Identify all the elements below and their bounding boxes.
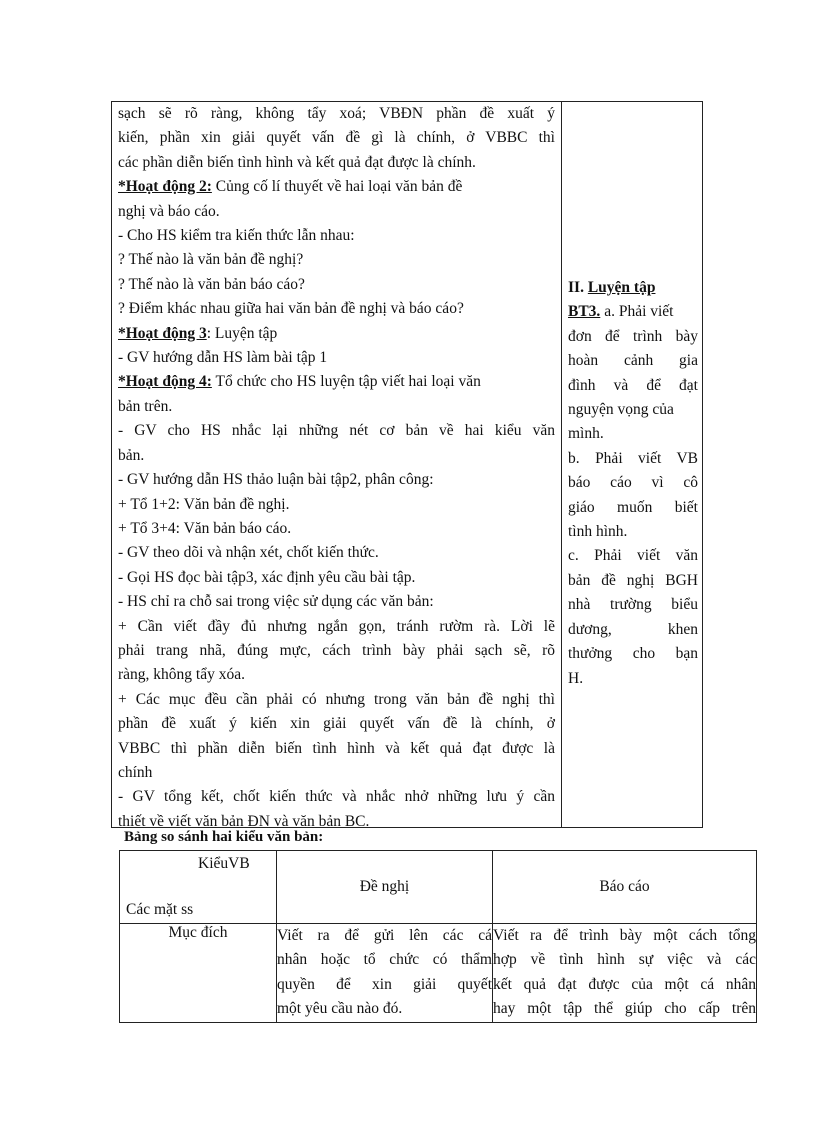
text-line: H. — [568, 669, 584, 687]
text-line: - GV hướng dẫn HS làm bài tập 1 — [118, 349, 328, 367]
exercise-label: BT3. — [568, 303, 601, 321]
activity-2-text: Củng cố lí thuyết về hai loại văn bản đề — [211, 178, 463, 196]
text-line: ? Thế nào là văn bản đề nghị? — [118, 251, 304, 269]
comparison-table — [119, 850, 757, 1023]
text-line: dương, khen — [568, 620, 698, 638]
teacher-activities-column — [112, 102, 562, 830]
cell-bao-cao — [493, 924, 757, 1023]
lesson-activity-table — [111, 101, 703, 828]
text-line: ràng, không tẩy xóa. — [118, 666, 245, 684]
text-line: - HS chỉ ra chỗ sai trong việc sử dụng các văn bản: — [118, 593, 434, 611]
corner-bottom-label: Các mặt ss — [126, 901, 194, 918]
text-line: - GV theo dõi và nhận xét, chốt kiến thức. — [118, 544, 379, 562]
activity-4-label: *Hoạt động 4: — [118, 373, 212, 391]
text-line: một yêu cầu nào đó. — [277, 1000, 403, 1018]
text-line: giáo muốn biết — [568, 498, 698, 516]
text-line: Viết ra để trình bày một cách tổng — [493, 927, 756, 944]
corner-top-label: KiểuVB — [198, 855, 250, 872]
text-line: các phần diễn biến tình hình và kết quả đạt được là chính. — [118, 153, 476, 171]
cell-de-nghi — [277, 924, 493, 1023]
text-line: báo cáo vì cô — [568, 474, 698, 492]
activity-2-heading — [118, 175, 555, 199]
text-line: VBBC thì phần diễn biến tình hình và kết quả đạt được là — [118, 739, 555, 757]
exercise-text: a. Phải viết — [600, 303, 674, 321]
table-header-row — [120, 851, 757, 924]
text-line: chính — [118, 763, 153, 781]
text-line: bản. — [118, 446, 145, 464]
activity-4-heading — [118, 370, 555, 394]
text-line: nghị và báo cáo. — [118, 202, 220, 220]
text-line: - GV tổng kết, chốt kiến thức và nhắc nhở những lưu ý cần — [118, 788, 555, 806]
content-column — [562, 102, 702, 827]
text-line: tình hình. — [568, 523, 628, 541]
section-title: Luyện tập — [587, 279, 656, 296]
row-label-muc-dich — [120, 924, 277, 1023]
text-line: nhân hoặc tổ chức có thẩm — [277, 951, 492, 969]
activity-2-label: *Hoạt động 2: — [118, 178, 212, 196]
text-line: - Cho HS kiểm tra kiến thức lẫn nhau: — [118, 227, 355, 245]
header-bao-cao: Báo cáo — [493, 851, 757, 924]
text-line: kiến, phần xin giải quyết vấn đề gì là chính, ở VBBC thì — [118, 129, 555, 147]
text-line: bản trên. — [118, 397, 173, 415]
activity-3-label: *Hoạt động 3 — [118, 324, 207, 342]
row-label-text: Mục đích — [168, 924, 228, 941]
table-row — [120, 924, 757, 1023]
text-line: ? Thế nào là văn bản báo cáo? — [118, 275, 305, 293]
text-line: - GV cho HS nhắc lại những nét cơ bản về hai kiểu văn — [118, 422, 555, 440]
text-line: + Tổ 3+4: Văn bản báo cáo. — [118, 519, 292, 537]
corner-cell — [120, 851, 277, 924]
text-line: quyền để xin giải quyết — [277, 975, 492, 993]
text-line: hoàn cảnh gia — [568, 352, 698, 370]
text-line: b. Phải viết VB — [568, 449, 698, 467]
text-line: phải trang nhã, đúng mực, cách trình bày phải sạch sẽ, rõ — [118, 641, 555, 659]
exercise-heading — [568, 300, 698, 324]
text-line: hợp về tình hình sự việc và các — [493, 951, 756, 969]
text-line: - GV hướng dẫn HS thảo luận bài tập2, phân công: — [118, 471, 434, 489]
activity-3-heading — [118, 322, 555, 346]
text-line: sạch sẽ rõ ràng, không tẩy xoá; VBĐN phần đề xuất ý — [118, 105, 555, 122]
text-line: nguyện vọng của — [568, 401, 674, 419]
text-line: + Các mục đều cần phải có nhưng trong văn bản đề nghị thì — [118, 690, 555, 708]
text-line: bản đề nghị BGH — [568, 571, 698, 589]
text-line: hay một tập thể giúp cho cấp trên — [493, 1000, 756, 1018]
text-line: đình và để đạt — [568, 376, 698, 394]
section-heading — [568, 276, 698, 300]
section-number: II. — [568, 279, 588, 296]
text-line: thưởng cho bạn — [568, 645, 698, 663]
text-line: thiết về viết văn bản ĐN và văn bản BC. — [118, 812, 370, 830]
text-line: - Gọi HS đọc bài tập3, xác định yêu cầu bài tập. — [118, 568, 416, 586]
activity-4-text: Tổ chức cho HS luyện tập viết hai loại văn — [211, 373, 481, 391]
text-line: kết quả đạt được của một cá nhân — [493, 975, 756, 993]
text-line: + Cần viết đầy đủ nhưng ngắn gọn, tránh rườm rà. Lời lẽ — [118, 617, 555, 635]
text-line: đơn để trình bày — [568, 327, 698, 345]
text-line: + Tổ 1+2: Văn bản đề nghị. — [118, 495, 290, 513]
text-line: mình. — [568, 425, 604, 443]
text-line: ? Điểm khác nhau giữa hai văn bản đề nghị và báo cáo? — [118, 300, 464, 318]
text-line: c. Phải viết văn — [568, 547, 698, 565]
text-line: phần đề xuất ý kiến xin giải quyết vấn đề là chính, ở — [118, 715, 555, 733]
comparison-caption: Bảng so sánh hai kiểu văn bản: — [124, 829, 324, 845]
activity-3-text: : Luyện tập — [206, 324, 278, 342]
header-de-nghi: Đề nghị — [277, 851, 493, 924]
text-line: nhà trường biểu — [568, 596, 698, 614]
text-line: Viết ra để gửi lên các cá — [277, 927, 492, 944]
